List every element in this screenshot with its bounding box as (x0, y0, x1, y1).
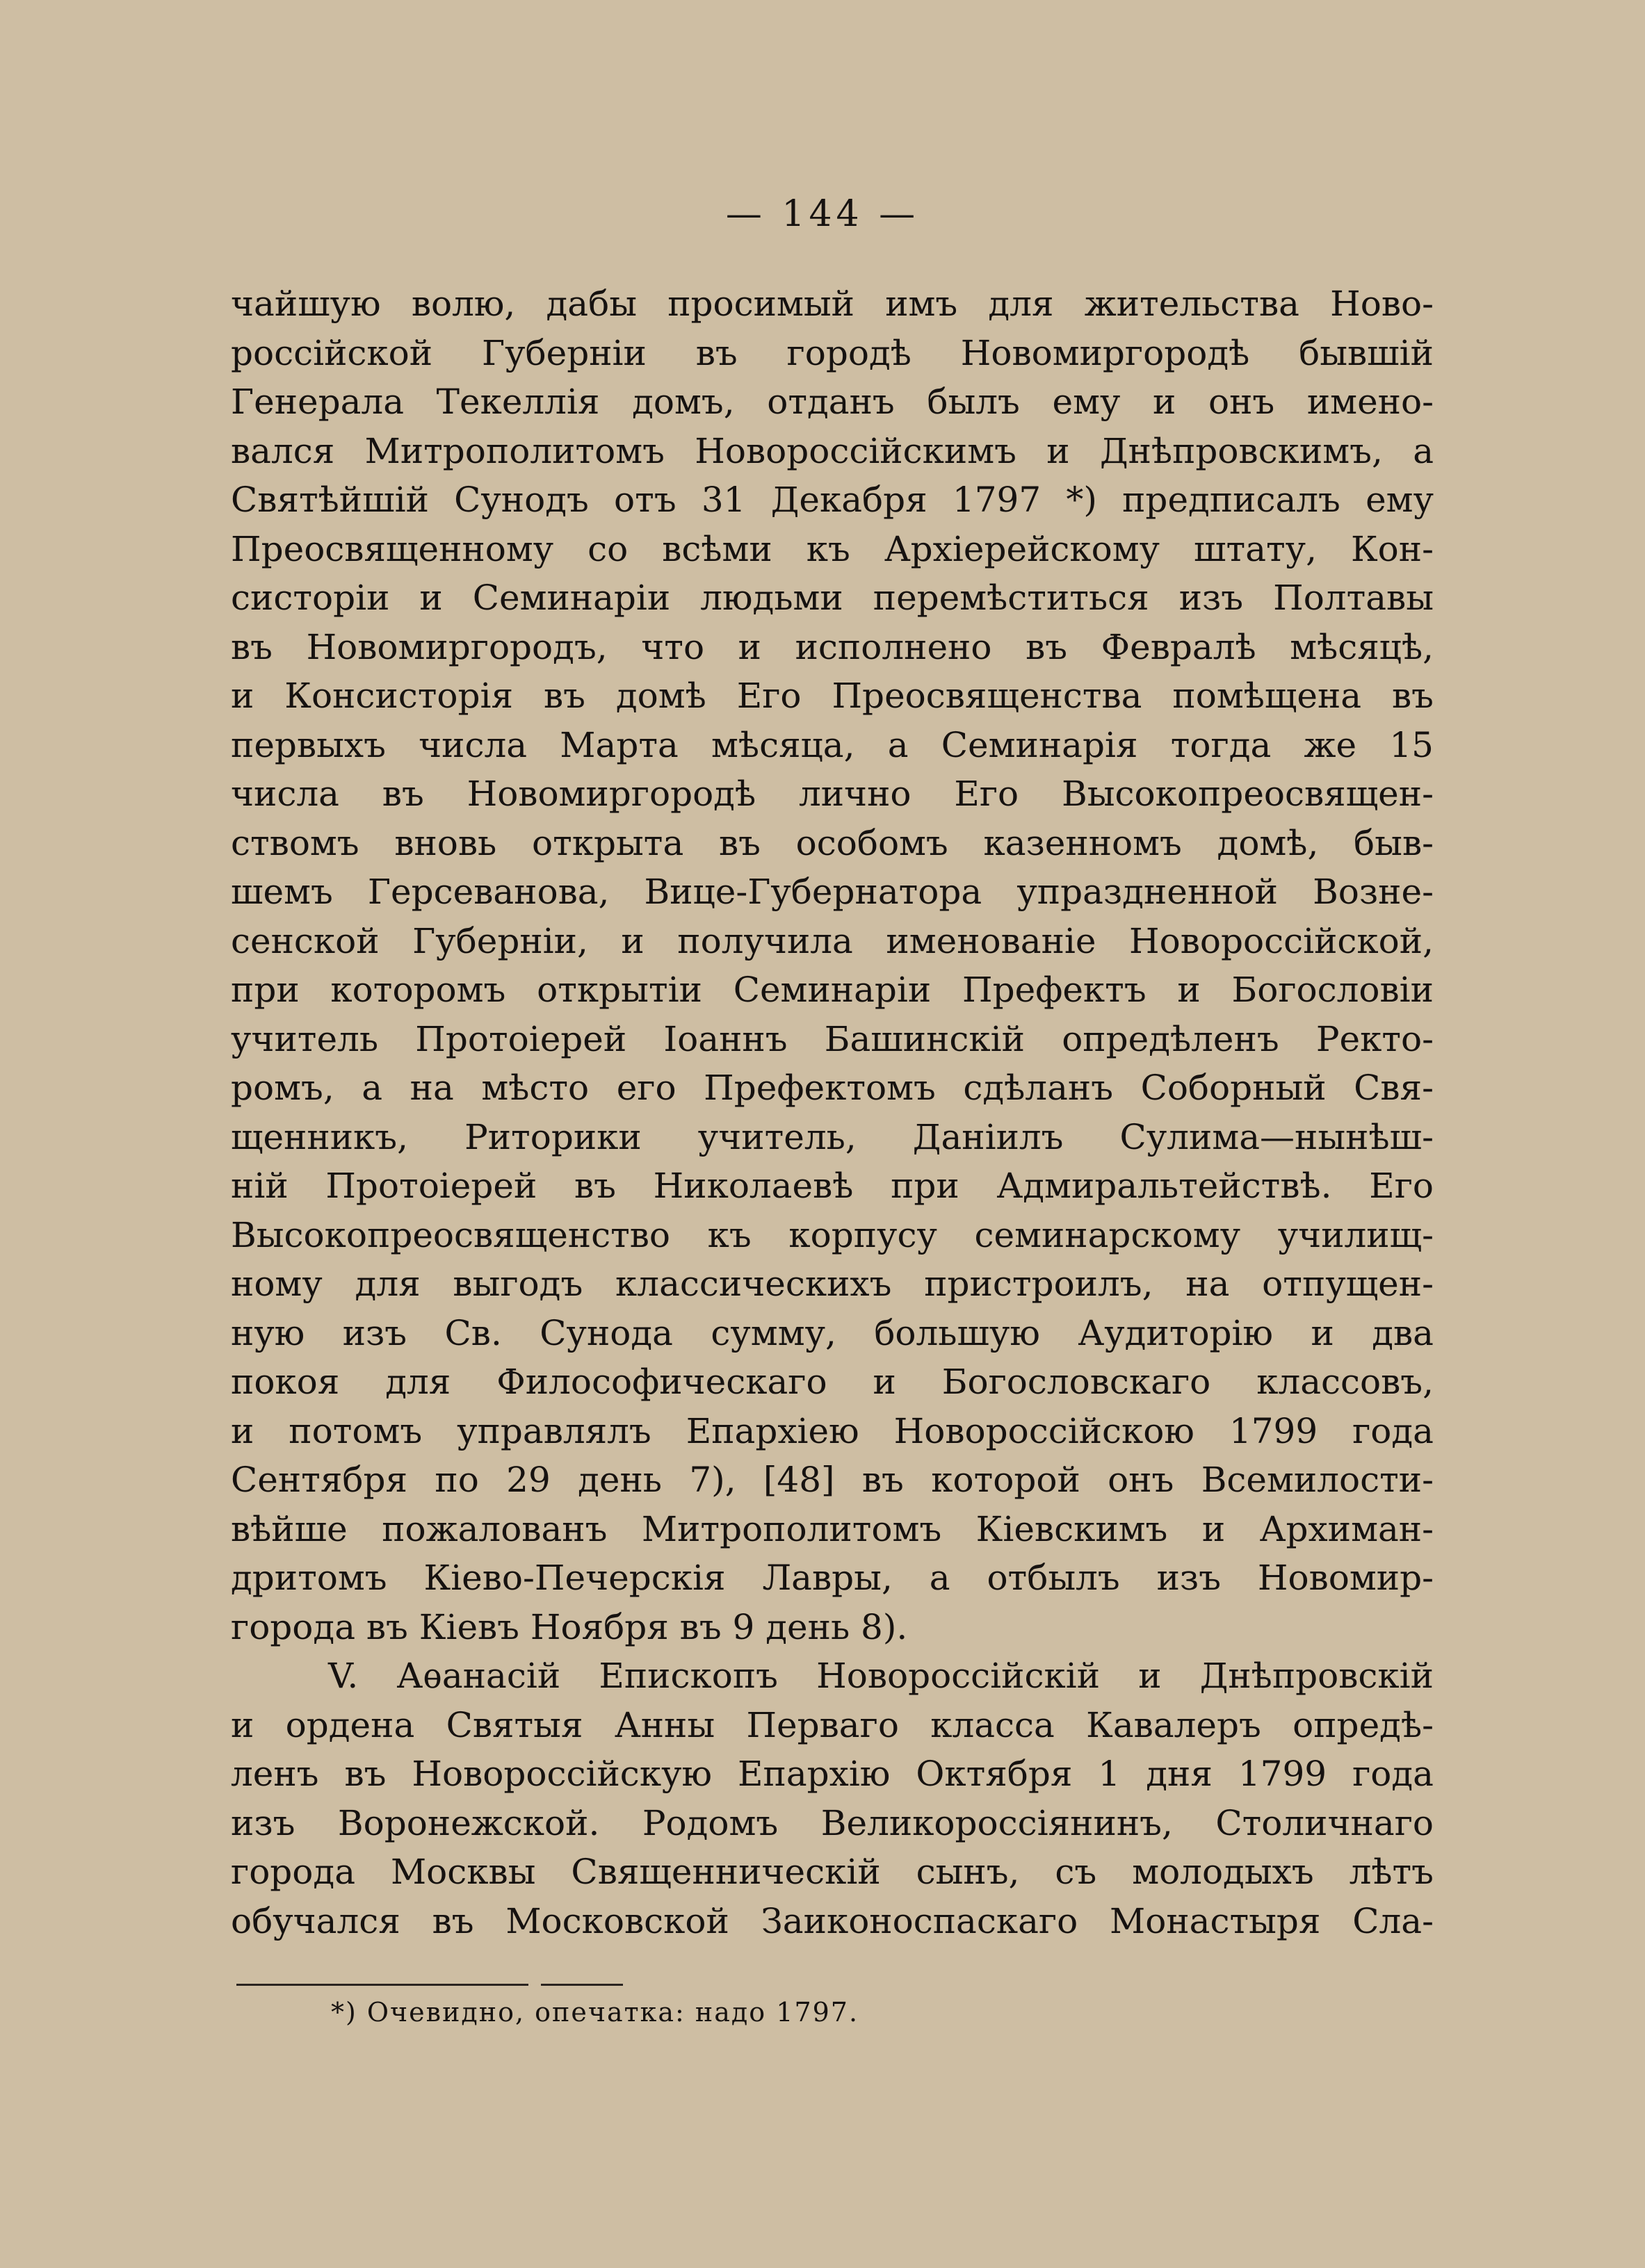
text-line: города въ Кіевъ Ноября въ 9 день 8). (231, 1606, 908, 1647)
text-line: сенской Губерніи, и получила именованіе Новороссійской, (231, 920, 1434, 961)
text-line: ромъ, а на мѣсто его Префектомъ сдѣланъ Соборный Свя- (231, 1068, 1434, 1108)
text-line: покоя для Философическаго и Богословскаго классовъ, (231, 1362, 1434, 1402)
text-line: Сентября по 29 день 7), [48] въ которой онъ Всемилости- (231, 1460, 1434, 1500)
text-line: обучался въ Московской Заиконоспаскаго Монастыря Сла- (231, 1900, 1434, 1941)
text-line: ленъ въ Новороссійскую Епархію Октября 1 дня 1799 года (231, 1754, 1434, 1794)
text-line: при которомъ открытіи Семинаріи Префектъ и Богословіи (231, 970, 1434, 1010)
text-line: дритомъ Кіево-Печерскія Лавры, а отбылъ изъ Новомир- (231, 1558, 1434, 1598)
text-line: вѣйше пожалованъ Митрополитомъ Кіевскимъ и Архиман- (231, 1508, 1434, 1549)
text-line: Генерала Текеллія домъ, отданъ былъ ему и онъ имено- (231, 382, 1434, 422)
text-line: ному для выгодъ классическихъ пристроилъ, на отпущен- (231, 1264, 1434, 1304)
footnote-rule (236, 1984, 623, 1986)
text-line: Высокопреосвященство къ корпусу семинарскому училищ- (231, 1214, 1434, 1255)
text-line: и Консисторія въ домѣ Его Преосвященства помѣщена въ (231, 676, 1434, 716)
text-line: ній Протоіерей въ Николаевѣ при Адмиральтействѣ. Его (231, 1166, 1434, 1206)
text-line: въ Новомиргородъ, что и исполнено въ Февралѣ мѣсяцѣ, (231, 626, 1434, 667)
text-line: чайшую волю, дабы просимый имъ для жительства Ново- (231, 284, 1434, 324)
page-number: — 144 — (725, 193, 920, 235)
footnote: *) Очевидно, опечатка: надо 1797. (331, 1997, 859, 2028)
text-line: первыхъ числа Марта мѣсяца, а Семинарія тогда же 15 (231, 724, 1434, 765)
text-line: Преосвященному со всѣми къ Архіерейскому штату, Кон- (231, 528, 1434, 569)
text-line: ствомъ вновь открыта въ особомъ казенномъ домѣ, быв- (231, 822, 1434, 863)
text-line: учитель Протоіерей Іоаннъ Башинскій опредѣленъ Ректо- (231, 1018, 1434, 1059)
text-line: россійской Губерніи въ городѣ Новомиргородѣ бывшій (231, 332, 1434, 373)
text-line: систоріи и Семинаріи людьми перемѣститься изъ Полтавы (231, 578, 1434, 618)
text-line: Святѣйшій Сунодъ отъ 31 Декабря 1797 *) предписалъ ему (231, 480, 1434, 520)
text-line: щенникъ, Риторики учитель, Даніилъ Сулима—нынѣш- (231, 1116, 1434, 1157)
text-line: изъ Воронежской. Родомъ Великороссіянинъ, Столичнаго (231, 1802, 1434, 1843)
text-line: города Москвы Священническій сынъ, съ молодыхъ лѣтъ (231, 1852, 1434, 1892)
text-line: V. Аѳанасій Епископъ Новороссійскій и Днѣпровскій (328, 1656, 1434, 1696)
body-text (231, 279, 1434, 1945)
text-line: и потомъ управлялъ Епархіею Новороссійскою 1799 года (231, 1410, 1434, 1451)
text-line: шемъ Герсеванова, Вице-Губернатора упраздненной Возне- (231, 872, 1434, 912)
text-line: ную изъ Св. Сунода сумму, большую Аудиторію и два (231, 1312, 1434, 1353)
text-line: вался Митрополитомъ Новороссійскимъ и Днѣпровскимъ, а (231, 430, 1434, 471)
text-line: числа въ Новомиргородѣ лично Его Высокопреосвящен- (231, 774, 1434, 814)
text-line: и ордена Святыя Анны Перваго класса Кавалеръ опредѣ- (231, 1704, 1434, 1745)
